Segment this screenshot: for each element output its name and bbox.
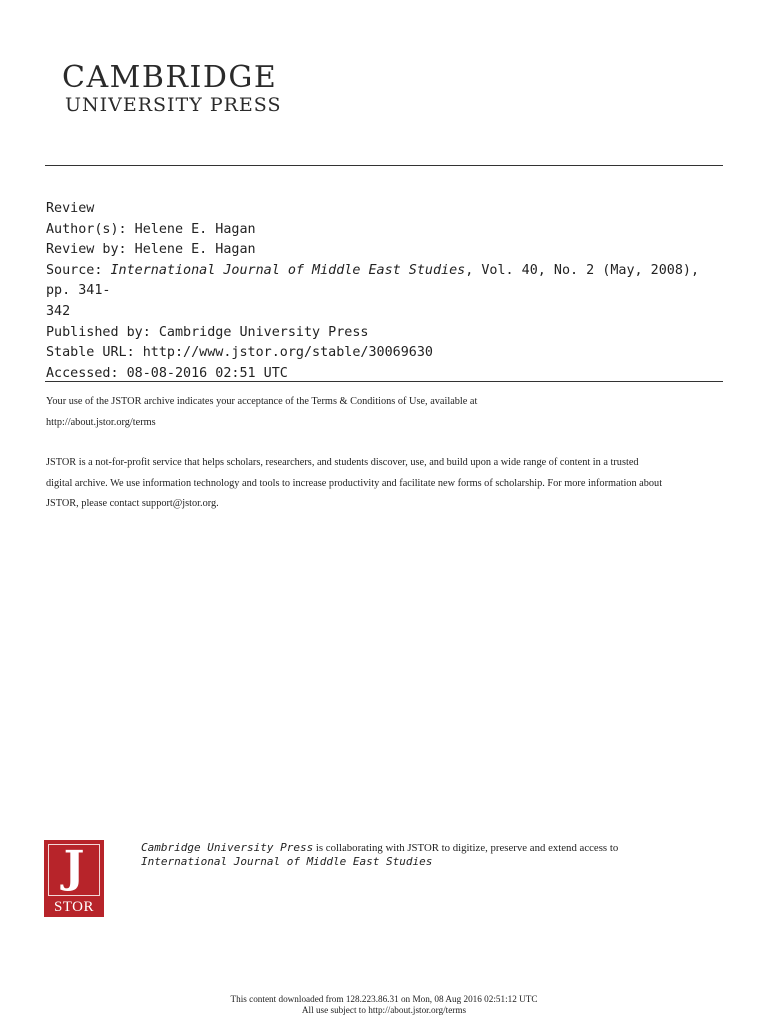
download-footer <box>0 994 768 1016</box>
cambridge-university-press-logo <box>62 62 281 116</box>
collaboration-text: is collaborating with JSTOR to digitize, preserve and extend access to <box>313 842 619 854</box>
jstor-logo-word: STOR <box>53 899 95 915</box>
terms-link[interactable]: http://about.jstor.org/terms <box>46 416 156 428</box>
jstor-about-line: JSTOR is a not-for-profit service that helps scholars, researchers, and students discover, use, and build upon a wide range of content in a trusted <box>46 457 639 468</box>
collaboration-statement <box>141 841 701 869</box>
top-divider <box>45 165 723 166</box>
collaboration-line <box>141 841 701 855</box>
citation-accessed: Accessed: 08-08-2016 02:51 UTC <box>46 365 288 381</box>
middle-divider <box>45 381 723 382</box>
jstor-about-line: JSTOR, please contact support@jstor.org. <box>46 498 219 509</box>
source-label: Source: <box>46 262 111 278</box>
citation-review-by: Review by: Helene E. Hagan <box>46 242 256 258</box>
collaboration-journal: International Journal of Middle East Studies <box>141 855 433 868</box>
source-details: , Vol. 40, No. 2 (May, 2008), pp. 341- <box>46 262 700 299</box>
footer-download-info: This content downloaded from 128.223.86.31 on Mon, 08 Aug 2016 02:51:12 UTC <box>230 994 538 1004</box>
citation-title: Review <box>46 201 95 216</box>
source-journal: International Journal of Middle East Studies <box>110 262 466 278</box>
jstor-logo <box>44 840 104 917</box>
citation-source-pages: 342 <box>46 303 71 319</box>
citation-source <box>46 261 706 302</box>
terms-line: Your use of the JSTOR archive indicates your acceptance of the Terms & Conditions of Use, available at <box>46 396 478 407</box>
terms-block <box>46 392 736 515</box>
citation-block <box>46 199 706 384</box>
jstor-logo-letter: J <box>63 842 85 893</box>
jstor-about-line: digital archive. We use information technology and tools to increase productivity and facilitate new forms of scholarship. For more information about <box>46 477 663 489</box>
collaboration-publisher: Cambridge University Press <box>141 841 314 854</box>
logo-line-university-press: UNIVERSITY PRESS <box>65 94 282 116</box>
footer-terms: All use subject to http://about.jstor.org/terms <box>301 1005 467 1015</box>
logo-line-cambridge: CAMBRIDGE <box>62 60 278 95</box>
citation-stable-url[interactable]: Stable URL: http://www.jstor.org/stable/30069630 <box>46 345 433 361</box>
citation-authors: Author(s): Helene E. Hagan <box>46 221 256 237</box>
citation-published-by: Published by: Cambridge University Press <box>46 324 369 340</box>
